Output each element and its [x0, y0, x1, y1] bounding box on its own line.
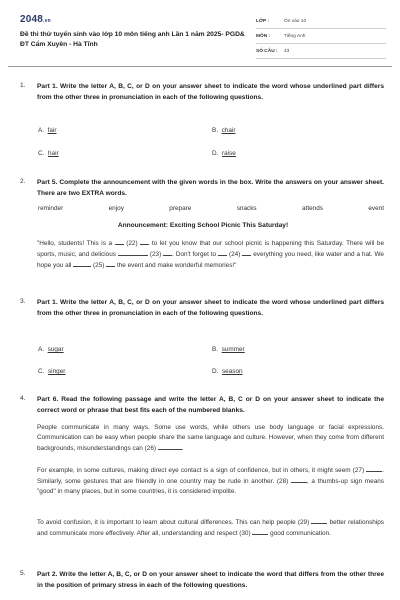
- option-word: singer: [47, 368, 66, 375]
- answer-blank[interactable]: [311, 517, 327, 524]
- answer-blank[interactable]: [163, 249, 172, 256]
- option-letter: A.: [38, 127, 45, 134]
- word-box: [38, 205, 384, 212]
- question-number: 4.: [20, 395, 26, 402]
- question-2: [20, 178, 386, 286]
- option-word: season: [221, 368, 243, 375]
- question-3: [20, 298, 386, 378]
- option-word: raise: [221, 150, 236, 157]
- question-text: Part 2. Write the letter A, B, C, or D on your answer sheet to indicate the word that differs from the other three in the position of primary stress in each of the following questions.: [37, 571, 384, 589]
- exam-header: [20, 14, 386, 60]
- meta-count-value: 43: [284, 48, 290, 54]
- meta-subject-value: Tiếng Anh: [284, 33, 306, 39]
- blank-number: (23): [147, 251, 164, 258]
- question-number: 2.: [20, 178, 26, 185]
- word-box-item: enjoy: [108, 205, 124, 212]
- option-b[interactable]: [212, 346, 245, 353]
- site-logo[interactable]: [20, 14, 51, 25]
- announcement-title: Announcement: Exciting School Picnic This Saturday!: [117, 222, 289, 229]
- text-run: the event and make wonderful memories!": [115, 262, 237, 269]
- option-word: chair: [221, 127, 236, 134]
- answer-blank[interactable]: [242, 249, 251, 256]
- option-d[interactable]: [212, 150, 236, 157]
- option-letter: D.: [212, 150, 219, 157]
- meta-class-key: LỚP :: [256, 18, 270, 24]
- meta-count: [256, 44, 386, 59]
- answer-blank[interactable]: [140, 238, 149, 245]
- blank-number: (24): [227, 251, 243, 258]
- meta-count-key: SỐ CÂU :: [256, 48, 278, 54]
- header-divider: [8, 66, 392, 67]
- question-number: 3.: [20, 298, 26, 305]
- question-text: Part 1. Write the letter A, B, C, or D on your answer sheet to indicate the word whose underlined part differs from the other three in pronunciation in each of the following questions.: [37, 299, 384, 317]
- option-letter: A.: [38, 346, 45, 353]
- text-run: People communicate in many ways. Some use words, while others use body language or facial expressions. Communication can be easy when people share the same language and culture. However, when they come from different backgrounds, misunderstandings can (26): [37, 424, 384, 452]
- option-word: sugar: [47, 346, 64, 353]
- answer-blank[interactable]: [118, 249, 148, 256]
- question-4: [20, 395, 386, 555]
- question-text: Part 5. Complete the announcement with the given words in the box. Write the answers on your answer sheet. There are two EXTRA words.: [37, 179, 384, 197]
- text-run: to let you know that our school picnic is happening this Saturday. There will be sports, music, and delicious: [37, 240, 385, 258]
- exam-title: Đề thi thử tuyển sinh vào lớp 10 môn tiếng anh Lần 1 năm 2025- PGD& ĐT Cẩm Xuyên - Hà Tĩnh: [20, 31, 245, 48]
- answer-blank[interactable]: [366, 465, 382, 472]
- word-box-item: event: [368, 205, 384, 212]
- word-box-item: prepare: [169, 205, 192, 212]
- question-text: Part 6. Read the following passage and write the letter A, B, C or D on your answer sheet to indicate the correct word or phrase that best fits each of the numbered blanks.: [37, 396, 384, 414]
- announcement-text: [37, 238, 384, 271]
- text-run: To avoid confusion, it is important to learn about cultural differences. This can help people (29): [37, 519, 312, 526]
- option-letter: C.: [38, 368, 45, 375]
- blank-number: (22): [123, 240, 141, 247]
- answer-blank[interactable]: [106, 260, 115, 267]
- passage-paragraph-3: [37, 517, 384, 539]
- question-number: 1.: [20, 82, 26, 89]
- passage-paragraph-2: [37, 465, 384, 497]
- option-b[interactable]: [212, 127, 235, 134]
- text-run: "Hello, students! This is a: [37, 240, 115, 247]
- answer-blank[interactable]: [218, 249, 227, 256]
- answer-blank[interactable]: [158, 443, 182, 450]
- meta-subject-key: MÔN :: [256, 33, 271, 39]
- question-5: [20, 570, 386, 594]
- option-letter: B.: [212, 127, 219, 134]
- option-letter: D.: [212, 368, 219, 375]
- answer-blank[interactable]: [115, 238, 124, 245]
- text-run: .: [181, 445, 184, 452]
- option-a[interactable]: [38, 127, 57, 134]
- word-box-item: attends: [301, 205, 323, 212]
- meta-class-value: Ôn vào 10: [284, 18, 307, 24]
- answer-blank[interactable]: [291, 476, 307, 483]
- question-1: [20, 82, 386, 162]
- answer-blank[interactable]: [73, 260, 91, 267]
- text-run: better relationships and communicate more effectively. After all, understanding and respect (30): [37, 519, 384, 537]
- answer-blank[interactable]: [252, 528, 268, 535]
- question-number: 5.: [20, 570, 26, 577]
- option-word: summer: [221, 346, 245, 353]
- text-run: . Similarly, some gestures that are friendly in one country may be rude in another. (28): [37, 467, 384, 485]
- word-box-item: snacks: [236, 205, 257, 212]
- meta-class: [256, 14, 386, 29]
- blank-number: (25): [91, 262, 107, 269]
- option-letter: C.: [38, 150, 45, 157]
- option-word: fair: [47, 127, 57, 134]
- logo-text: 2048: [20, 14, 44, 25]
- text-run: For example, in some cultures, making direct eye contact is a sign of confidence, but in others, it might seem (27): [37, 467, 367, 474]
- option-letter: B.: [212, 346, 219, 353]
- text-run: . Don't forget to: [172, 251, 219, 258]
- option-c[interactable]: [38, 368, 65, 375]
- passage-paragraph-1: [37, 423, 384, 454]
- meta-subject: [256, 29, 386, 44]
- text-run: good communication.: [268, 530, 331, 537]
- logo-suffix: .vn: [43, 18, 51, 24]
- text-run: , a thumbs-up sign means "good" in many places, but in some countries, it is considered impolite.: [37, 478, 384, 495]
- option-word: hair: [47, 150, 59, 157]
- exam-meta: [256, 14, 386, 59]
- option-c[interactable]: [38, 150, 59, 157]
- option-d[interactable]: [212, 368, 243, 375]
- word-box-item: reminder: [38, 205, 64, 212]
- option-a[interactable]: [38, 346, 64, 353]
- text-run: everything you need, like water and a hat. We hope you all: [37, 251, 384, 269]
- question-text: Part 1. Write the letter A, B, C, or D on your answer sheet to indicate the word whose underlined part differs from the other three in pronunciation in each of the following questions.: [37, 83, 384, 101]
